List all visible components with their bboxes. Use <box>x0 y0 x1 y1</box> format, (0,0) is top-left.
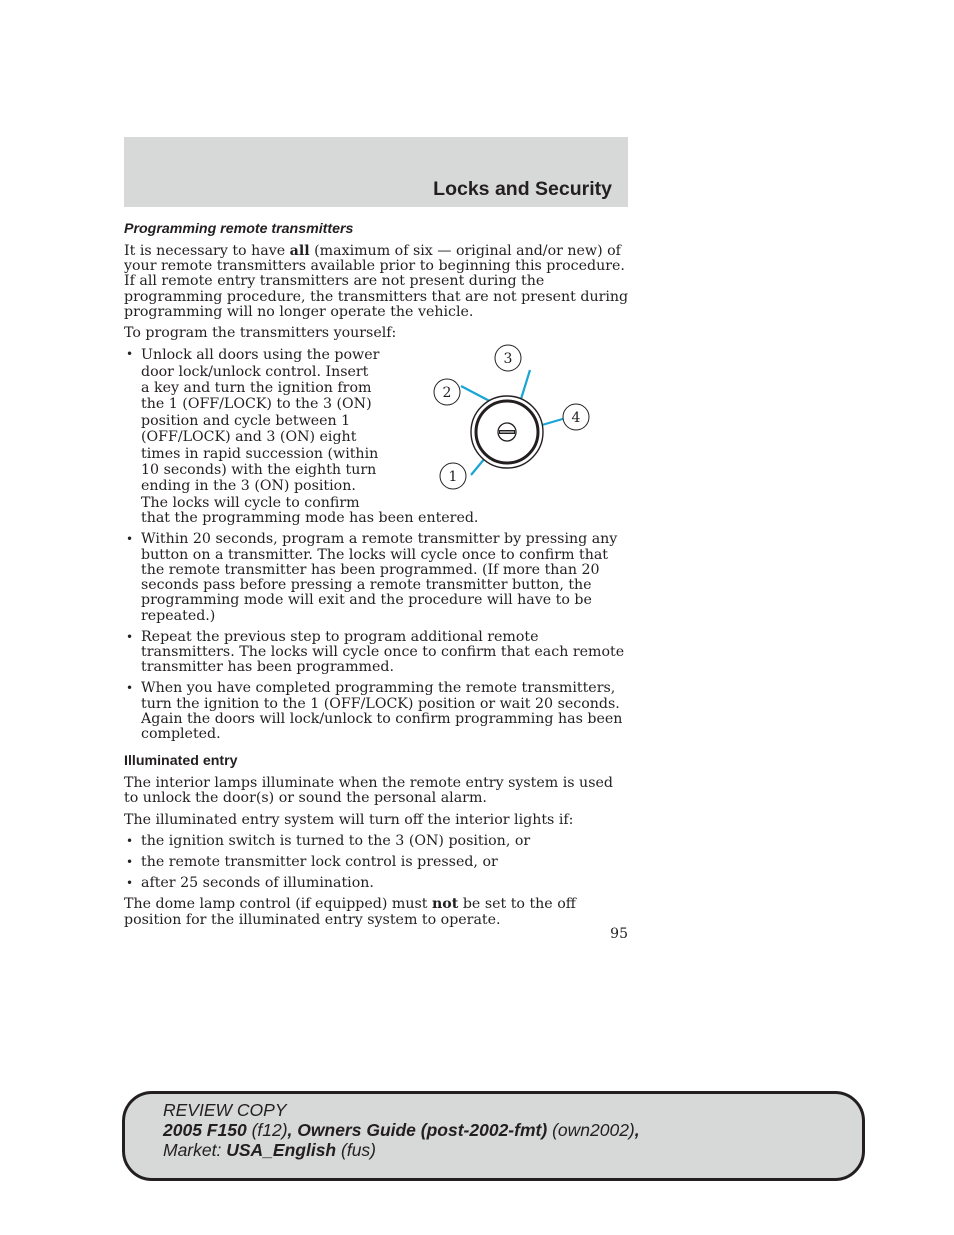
review-label: REVIEW COPY <box>163 1100 287 1120</box>
review-market-line: Market: USA_English (fus) <box>163 1140 376 1160</box>
bullet-icon: • <box>126 629 134 644</box>
emphasis-not: not <box>431 896 459 913</box>
review-copy-lines <box>163 1100 640 1160</box>
programming-lead: To program the transmitters yourself: <box>124 325 397 342</box>
list-item <box>124 347 630 526</box>
page-content <box>124 220 630 934</box>
illuminated-heading: Illuminated entry <box>124 753 238 770</box>
illuminated-para2: The illuminated entry system will turn off the interior lights if: <box>124 811 574 828</box>
bullet-icon: • <box>126 833 134 848</box>
position-1-label: 1 <box>448 469 458 486</box>
section-header-band <box>124 137 628 207</box>
position-3-label: 3 <box>503 351 513 368</box>
list-item: • the ignition switch is turned to the 3 (ON) position, or <box>126 832 531 849</box>
programming-steps <box>124 347 630 742</box>
programming-intro: It is necessary to have all (maximum of six — original and/or new) of your remote transmitters available prior to beginning this procedure. If all remote entry transmitters are not present during the programming procedure, the transmitters that are not present during programming will no longer operate the vehicle. <box>124 243 629 320</box>
illuminated-para1: The interior lamps illuminate when the remote entry system is used to unlock the door(s) or sound the personal alarm. <box>124 775 613 807</box>
list-item: • Repeat the previous step to program additional remote transmitters. The locks will cycle once to confirm that each remote transmitter has been programmed. <box>126 628 625 676</box>
section-title: Locks and Security <box>433 178 612 200</box>
list-item: • When you have completed programming the remote transmitters, turn the ignition to the 1 (OFF/LOCK) position or wait 20 seconds. Again the doors will lock/unlock to confirm programming has been completed. <box>126 680 623 742</box>
list-item: • Within 20 seconds, program a remote transmitter by pressing any button on a transmitter. The locks will cycle once to confirm that the remote transmitter has been programmed. (If more than 20 seconds pass before pressing a remote transmitter button, the programming mode will exit and the procedure will have to be repeated.) <box>126 531 618 624</box>
bullet-icon: • <box>126 876 134 891</box>
page-number: 95 <box>610 926 628 942</box>
list-item: • after 25 seconds of illumination. <box>126 875 374 892</box>
position-4-line <box>542 418 566 425</box>
bullet-icon: • <box>126 347 134 362</box>
review-copy-footer <box>122 1091 865 1181</box>
bullet-icon: • <box>126 532 134 547</box>
list-item: • the remote transmitter lock control is pressed, or <box>126 853 498 870</box>
position-4-label: 4 <box>571 410 581 427</box>
bullet-icon: • <box>126 681 134 696</box>
bullet-icon: • <box>126 854 134 869</box>
step-text: Unlock all doors using the power door lock/unlock control. Insert a key and turn the ignition from the 1 (OFF/LOCK) to the 3 (ON) position and cycle between 1 (OFF/LOCK) and 3 (ON) eight times in rapid succession (within 10 seconds) with the eighth turn ending in the 3 (ON) position. The locks will cycle to confirm <box>141 347 380 511</box>
programming-heading: Programming remote transmitters <box>124 221 354 237</box>
emphasis-all: all <box>289 243 310 259</box>
review-model-line: 2005 F150 (f12), Owners Guide (post-2002-fmt) (own2002), <box>163 1120 640 1140</box>
ignition-positions-figure <box>429 344 599 494</box>
position-3-line <box>521 370 530 399</box>
illuminated-closing: The dome lamp control (if equipped) must not be set to the off position for the illuminated entry system to operate. <box>124 896 576 928</box>
step-text-tail: that the programming mode has been entered. <box>141 510 479 527</box>
position-2-label: 2 <box>442 385 452 402</box>
illuminated-conditions <box>124 834 630 892</box>
